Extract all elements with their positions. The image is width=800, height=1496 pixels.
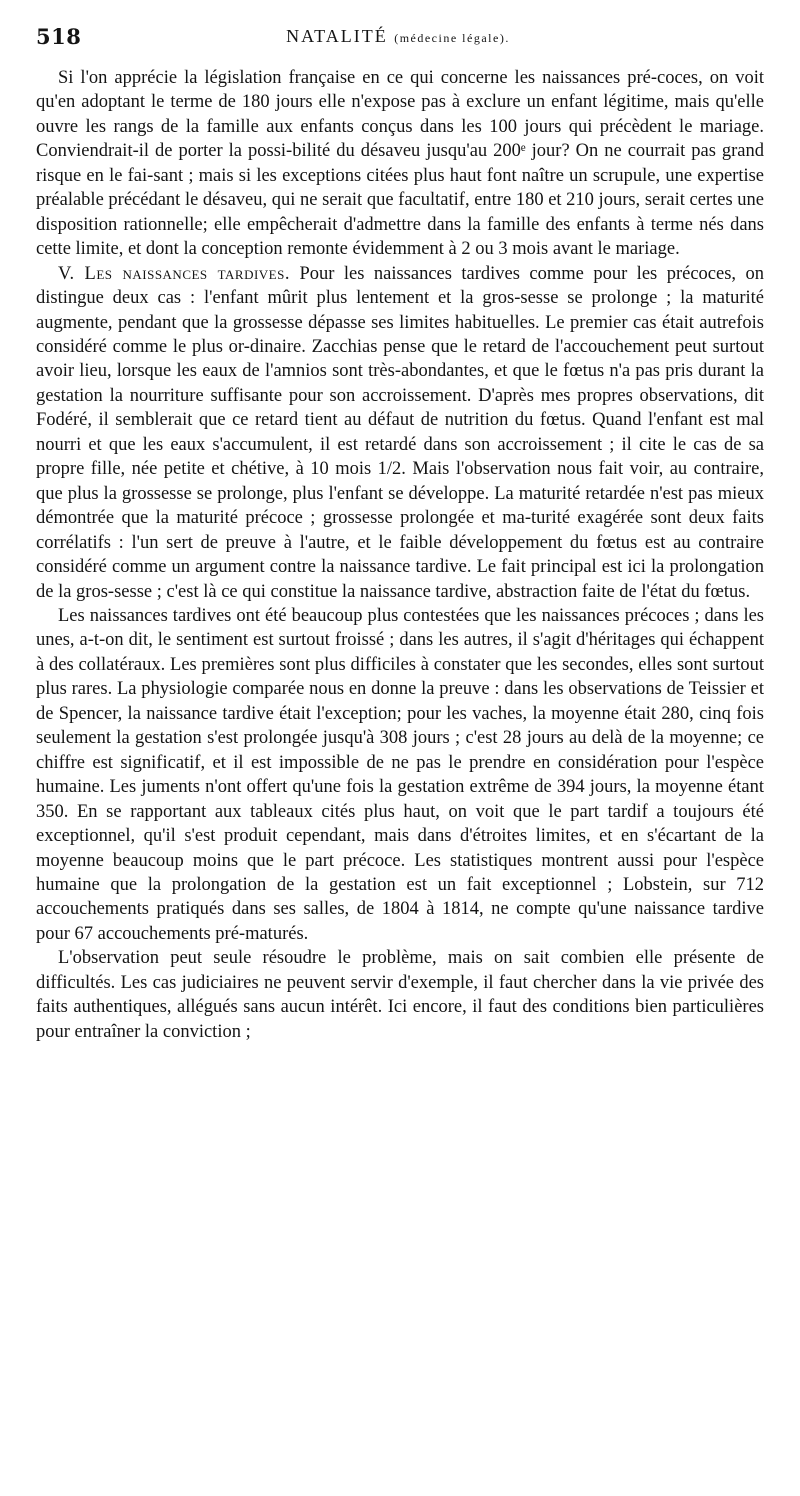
text-line: montrent aussi pour l'espèce humaine que la prolongation de la gestation est un	[36, 850, 764, 895]
text-line: expertise préalable précédant le désaveu, qui ne serait que facultatif, entre	[36, 165, 765, 211]
section-heading: V. Les naissances tardives.	[58, 263, 290, 284]
text-line: n'est pas mieux démontrée que la maturité précoce ; grossesse prolongée et ma-	[36, 483, 764, 529]
paragraph	[36, 262, 764, 604]
text-line: plus difficiles à constater que les secondes, elles sont surtout plus rares. La	[36, 654, 764, 700]
text-line: limites habituelles. Le premier cas était autrefois considéré comme le plus or-	[36, 312, 764, 357]
text-line: lorsque les eaux de l'amnios sont très-abondantes, et que le fœtus n'a pas pris	[116, 361, 699, 382]
text-line: du fœtus.	[681, 581, 751, 602]
text-line: dinaire. Zacchias pense que le retard de l'accouchement peut surtout avoir lieu,	[36, 336, 764, 382]
text-line: 1804 à 1814, ne compte qu'une naissance tardive pour 67 accouchements pré-	[36, 899, 764, 944]
running-title	[36, 26, 760, 47]
text-line: Les naissances tardives ont été beaucoup plus contestées que les naissances	[58, 605, 625, 626]
text-line: coces, on voit qu'en adoptant le terme de 180 jours elle n'expose pas à exclure	[36, 68, 764, 113]
text-line: faible développement du fœtus est au contraire considéré comme un argument	[36, 532, 765, 578]
text-line: sant ; mais si les exceptions citées plus haut font naître un scrupule, une	[153, 165, 698, 186]
text-line: offert qu'une fois la gestation extrême de 394 jours, la moyenne étant 350. En se	[36, 777, 764, 822]
text-line: présente de difficultés. Les cas judiciaires ne peuvent servir d'exemple, il faut	[36, 948, 764, 993]
text-line: sesse ; c'est là ce qui constitue la naissance tardive, abstraction faite de l'état	[114, 581, 682, 602]
text-line: précoces ; dans les unes, a-t-on dit, le sentiment est surtout froissé ; dans les	[36, 605, 765, 651]
text-line: maturés.	[245, 923, 309, 944]
text-line: bilité du désaveu jusqu'au 200ᵉ jour? On ne courrait pas grand risque en le fai-	[36, 141, 765, 186]
text-line: exceptionnel, qu'il s'est produit cependant, mais dans d'étroites limites, et en	[36, 826, 648, 847]
text-line: Pour les naissances tardives comme pour les	[289, 263, 667, 284]
paragraph	[36, 946, 764, 1044]
text-line: chercher dans la vie privée des faits authentiques, allégués sans aucun intérêt.	[36, 972, 764, 1018]
body-text	[36, 66, 764, 1044]
text-line: L'observation peut seule résoudre le problème, mais on sait combien elle	[58, 948, 674, 969]
page-header	[36, 24, 760, 64]
text-line: propres observations, dit Fodéré, il semblerait que ce retard tient au défaut de	[36, 385, 764, 431]
running-title-sub: (médecine légale).	[394, 31, 510, 45]
running-title-main: NATALITÉ	[286, 26, 388, 46]
text-line: physiologie comparée nous en donne la preuve : dans les observations de Teissier	[141, 679, 751, 700]
text-line: et de Spencer, la naissance tardive était l'exception; pour les vaches, la moyenne	[36, 679, 764, 724]
text-line: plus la grossesse se prolonge, plus l'enfant se développe. La maturité retardée	[67, 483, 650, 504]
text-line: dans les 100 jours qui précèdent le mariage. Conviendrait-il de porter la possi-	[36, 116, 764, 162]
text-line: autres, il s'agit d'héritages qui échappent à des collatéraux. Les premières sont	[36, 630, 764, 675]
text-line: d'admettre dans la famille des enfants à terme nés dans cette limite, et dont la	[36, 214, 764, 260]
text-line: Si l'on apprécie la législation française en ce qui concerne les naissances pré-	[58, 68, 657, 88]
text-line: s'écartant de la moyenne beaucoup moins que le part précoce. Les statistiques	[36, 826, 764, 871]
text-line: de ne pas le prendre en considération pour l'espèce humaine. Les juments n'ont	[36, 752, 764, 798]
text-line: Ici encore, il faut des conditions bien particulières pour entraîner la conviction ;	[36, 997, 764, 1042]
page-number: 518	[36, 24, 82, 49]
text-line: était 280, cinq fois seulement la gestation s'est prolongée jusqu'à 308 jours ; c'est	[36, 703, 764, 749]
text-line: 28 jours au delà de la moyenne; ce chiffre est significatif, et il est impossible	[36, 728, 764, 773]
text-line: il est retardé dans son accroissement ; il cite le cas de sa propre fille, née petite	[36, 434, 764, 480]
text-line: fait exceptionnel ; Lobstein, sur 712 accouchements pratiqués dans ses salles, de	[36, 874, 764, 920]
text-line: précoces, on distingue deux cas : l'enfant mûrit plus lentement et la gros-	[36, 263, 764, 309]
text-line: nutrition du fœtus. Quand l'enfant est mal nourri et que les eaux s'accumulent,	[36, 410, 765, 455]
text-line: un enfant légitime, mais qu'elle ouvre les rangs de la famille aux enfants conçus	[36, 92, 765, 137]
text-line: durant la gestation la nourriture suffisante pour son accroissement. D'après mes	[36, 361, 764, 406]
text-line: et chétive, à 10 mois 1/2. Mais l'observation nous fait voir, au contraire, que	[36, 459, 764, 504]
text-line: conception remonte évidemment à 2 ou 3 mois avant le mariage.	[201, 239, 680, 260]
text-line: sesse se prolonge ; la maturité augmente, pendant que la grossesse dépasse ses	[36, 288, 764, 333]
text-line: rapportant aux tableaux cités plus haut, on voit que le part tardif a toujours été	[130, 801, 764, 822]
paragraph	[36, 604, 764, 946]
paragraph	[36, 66, 764, 262]
text-line: turité exagérée sont deux faits corrélatifs : l'un sert de preuve à l'autre, et le	[36, 508, 764, 553]
text-line: contre la naissance tardive. Le fait principal est ici la prolongation de la gros-	[36, 557, 764, 602]
text-line: 180 et 210 jours, serait certes une disposition rationnelle; elle empêcherait	[36, 190, 764, 235]
